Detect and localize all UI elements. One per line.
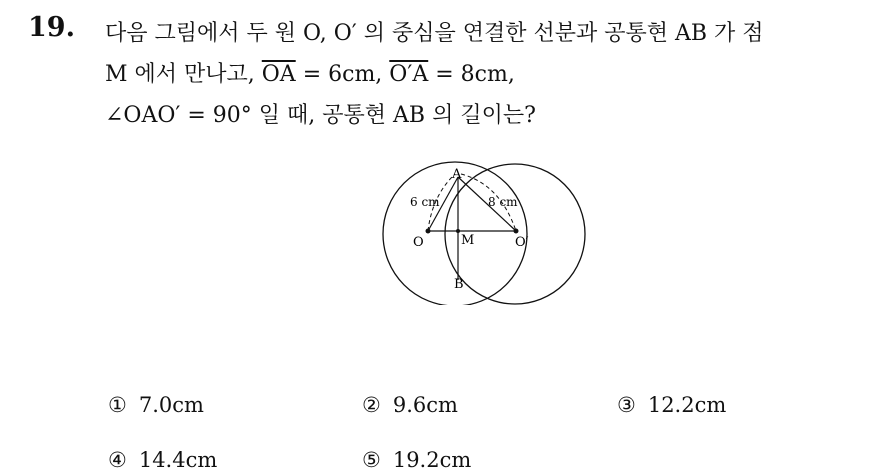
option-1[interactable] xyxy=(108,393,204,417)
option-3[interactable] xyxy=(617,393,726,417)
question-line-3: ∠OAO′ = 90° 일 때, 공통현 AB 의 길이는? xyxy=(105,103,536,128)
option-5-marker: ⑤ xyxy=(362,448,381,472)
option-3-text: 12.2cm xyxy=(647,393,727,417)
option-4-marker: ④ xyxy=(108,448,127,472)
label-o2: O′ xyxy=(515,235,529,250)
option-2-text: 9.6cm xyxy=(392,393,458,417)
question-line-1: 다음 그림에서 두 원 O, O′ 의 중심을 연결한 선분과 공통현 AB 가 점 xyxy=(105,21,764,46)
question-number: 19. xyxy=(28,12,75,43)
option-4-text: 14.4cm xyxy=(138,448,218,472)
label-b: B xyxy=(454,277,464,292)
option-4[interactable] xyxy=(108,448,217,472)
line2-mid: = 6cm, xyxy=(295,62,390,87)
question-line-2 xyxy=(105,57,515,88)
segment-oa: $\overline{OA}$ xyxy=(261,62,296,87)
line2-suffix: = 8cm, xyxy=(428,62,515,87)
option-5-text: 19.2cm xyxy=(392,448,472,472)
option-5[interactable] xyxy=(362,448,471,472)
option-3-marker: ③ xyxy=(617,393,636,417)
option-2-marker: ② xyxy=(362,393,381,417)
label-o: O xyxy=(413,235,424,250)
segment-o2a: O′A xyxy=(389,62,429,87)
option-2[interactable] xyxy=(362,393,458,417)
circles-diagram xyxy=(370,160,600,305)
label-oa-length: 6 cm xyxy=(410,195,440,209)
option-1-marker: ① xyxy=(108,393,127,417)
line2-prefix: M 에서 만나고, xyxy=(105,62,262,87)
label-a: A xyxy=(452,167,462,182)
dot-o xyxy=(426,229,431,234)
label-o2a-length: 8 cm xyxy=(488,195,518,209)
dot-o2 xyxy=(514,229,519,234)
option-1-text: 7.0cm xyxy=(138,393,204,417)
dot-m xyxy=(456,229,460,233)
label-m: M xyxy=(461,233,475,248)
